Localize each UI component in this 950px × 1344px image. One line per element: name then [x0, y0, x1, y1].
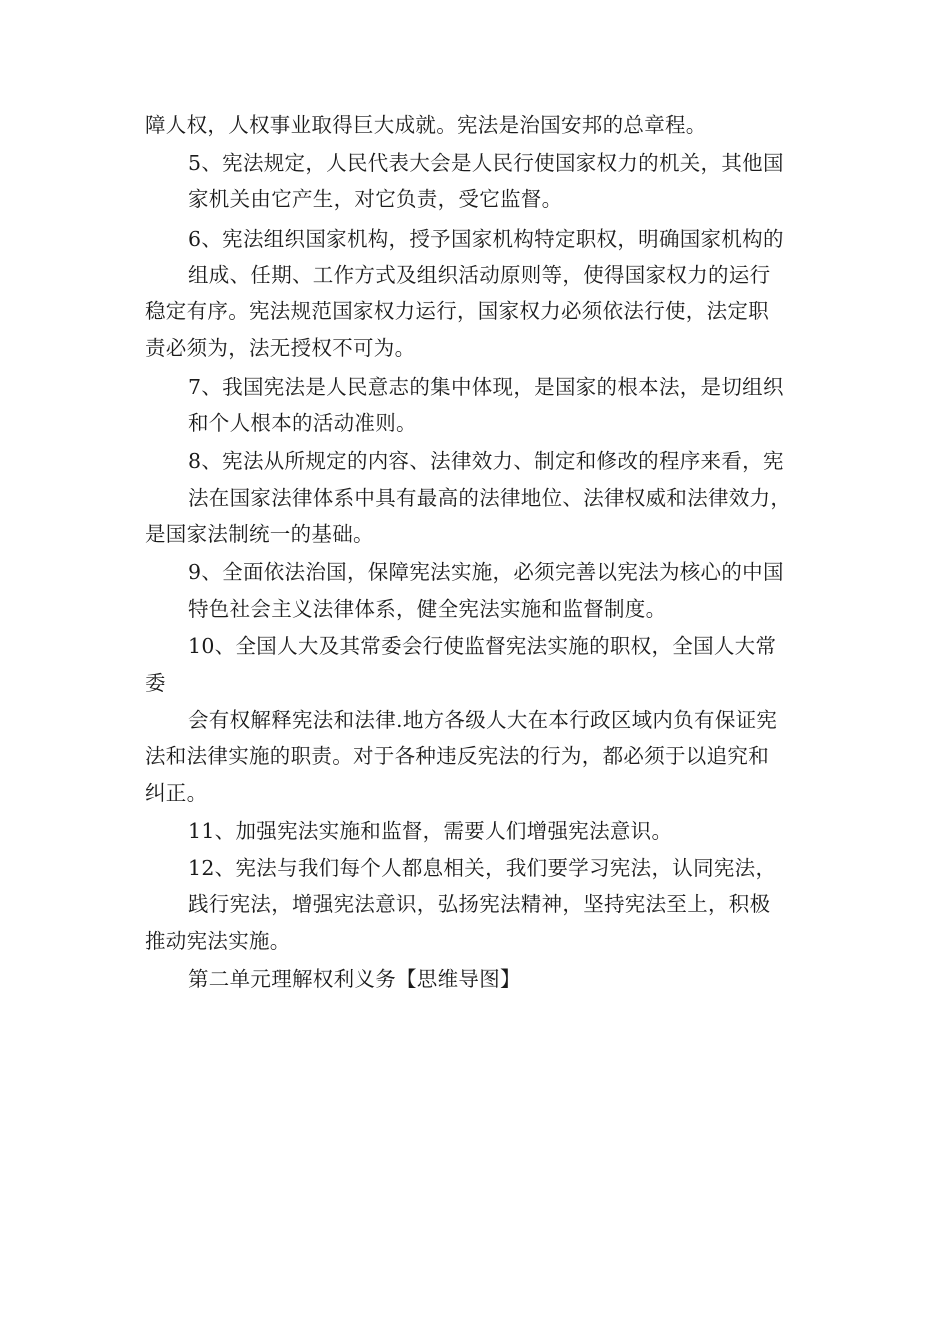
text-line: 组成、任期、工作方式及组织活动原则等，使得国家权力的运行 [188, 263, 771, 287]
text-line: 和个人根本的活动准则。 [188, 411, 417, 435]
text-line: 障人权，人权事业取得巨大成就。宪法是治国安邦的总章程。 [145, 113, 707, 137]
text-line: 11、加强宪法实施和监督，需要人们增强宪法意识。 [188, 819, 673, 843]
text-line: 责必须为，法无授权不可为。 [145, 336, 416, 360]
text-line: 12、宪法与我们每个人都息相关，我们要学习宪法，认同宪法， [188, 856, 777, 880]
text-line: 5、宪法规定，人民代表大会是人民行使国家权力的机关，其他国 [188, 151, 784, 175]
text-line: 9、全面依法治国，保障宪法实施，必须完善以宪法为核心的中国 [188, 560, 784, 584]
text-line: 10、全国人大及其常委会行使监督宪法实施的职权，全国人大常 [188, 634, 777, 658]
text-line: 会有权解释宪法和法律.地方各级人大在本行政区域内负有保证宪 [188, 708, 778, 732]
text-line: 7、我国宪法是人民意志的集中体现，是国家的根本法，是切组织 [188, 375, 784, 399]
text-line: 践行宪法，增强宪法意识，弘扬宪法精神，坚持宪法至上，积极 [188, 892, 771, 916]
text-line: 稳定有序。宪法规范国家权力运行，国家权力必须依法行使，法定职 [145, 299, 769, 323]
text-line: 6、宪法组织国家机构，授予国家机构特定职权，明确国家机构的 [188, 227, 784, 251]
text-line: 纠正。 [145, 781, 208, 805]
text-line: 特色社会主义法律体系，健全宪法实施和监督制度。 [188, 597, 667, 621]
text-line: 法在国家法律体系中具有最高的法律地位、法律权威和法律效力， [188, 486, 792, 510]
text-line: 推动宪法实施。 [145, 929, 291, 953]
text-line: 是国家法制统一的基础。 [145, 522, 374, 546]
text-line: 委 [145, 671, 166, 695]
text-line: 法和法律实施的职责。对于各种违反宪法的行为，都必须于以追究和 [145, 744, 769, 768]
section-heading: 第二单元理解权利义务【思维导图】 [188, 967, 521, 991]
text-line: 8、宪法从所规定的内容、法律效力、制定和修改的程序来看，宪 [188, 449, 784, 473]
text-line: 家机关由它产生，对它负责，受它监督。 [188, 187, 563, 211]
